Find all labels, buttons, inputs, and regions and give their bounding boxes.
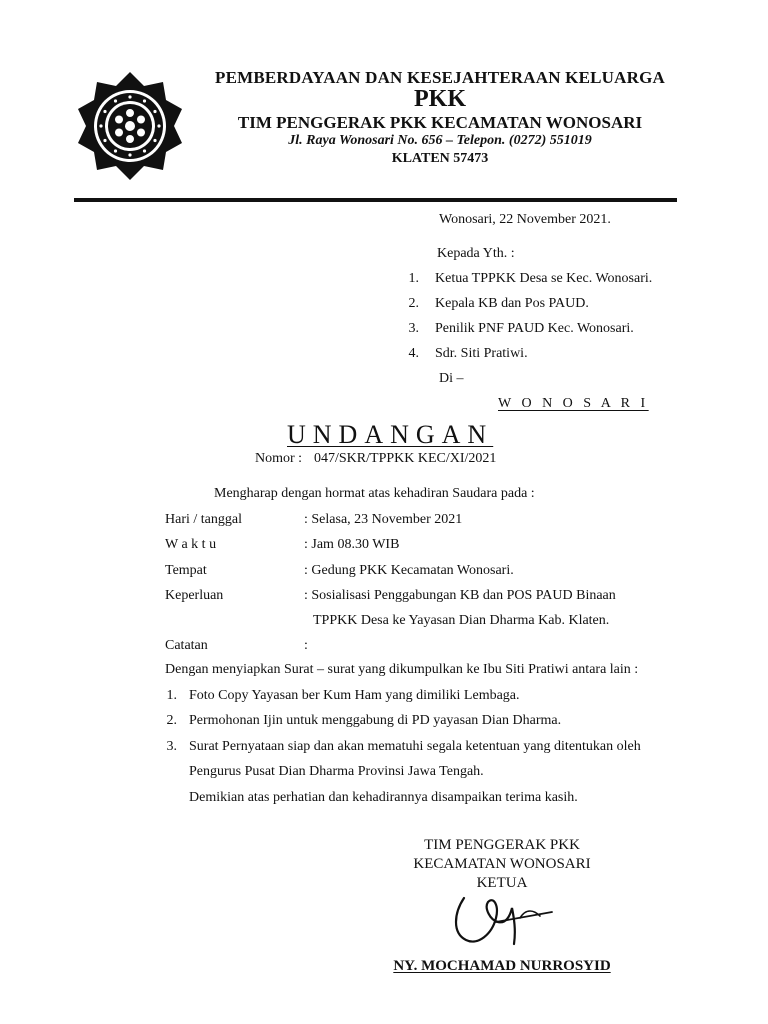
requirement-number: 1.: [166, 688, 177, 703]
invitation-intro: Mengharap dengan hormat atas kehadiran Saudara pada :: [214, 486, 535, 501]
note-intro: Dengan menyiapkan Surat – surat yang dikumpulkan ke Ibu Siti Pratiwi antara lain :: [165, 662, 639, 677]
letter-date: Wonosari, 22 November 2021.: [439, 212, 611, 227]
recipient-di: Di –: [439, 371, 464, 386]
recipient-item: Kepala KB dan Pos PAUD.: [435, 296, 589, 311]
pkk-emblem-logo: [74, 70, 186, 182]
signature-org-line2: KECAMATAN WONOSARI: [413, 856, 591, 872]
detail-label-time: W a k t u: [165, 537, 217, 552]
signature-title: KETUA: [476, 875, 528, 891]
recipient-item: Ketua TPPKK Desa se Kec. Wonosari.: [435, 271, 653, 286]
requirement-number: 2.: [166, 713, 177, 728]
recipient-greeting: Kepada Yth. :: [437, 246, 515, 261]
detail-label-place: Tempat: [165, 563, 207, 578]
org-city: KLATEN 57473: [391, 151, 489, 166]
org-name-line3: TIM PENGGERAK PKK KECAMATAN WONOSARI: [237, 113, 643, 132]
recipient-item: Penilik PNF PAUD Kec. Wonosari.: [435, 321, 634, 336]
requirement-number: 3.: [166, 739, 177, 754]
requirement-item-cont: Pengurus Pusat Dian Dharma Provinsi Jawa Tengah.: [189, 764, 484, 779]
detail-value-note: :: [304, 638, 308, 653]
recipient-item: Sdr. Siti Pratiwi.: [435, 346, 528, 361]
recipient-destination: W O N O S A R I: [498, 396, 649, 411]
detail-value-purpose-cont: TPPKK Desa ke Yayasan Dian Dharma Kab. Klaten.: [313, 613, 610, 628]
requirement-item: Permohonan Ijin untuk menggabung di PD yayasan Dian Dharma.: [189, 713, 562, 728]
letterhead-divider: [74, 198, 677, 202]
detail-label-date: Hari / tanggal: [165, 512, 242, 527]
org-name-pkk: PKK: [414, 86, 466, 112]
detail-value-date: : Selasa, 23 November 2021: [304, 512, 463, 527]
detail-label-note: Catatan: [165, 638, 208, 653]
requirement-item: Foto Copy Yayasan ber Kum Ham yang dimiliki Lembaga.: [189, 688, 520, 703]
detail-value-place: : Gedung PKK Kecamatan Wonosari.: [304, 563, 514, 578]
org-name-line1: PEMBERDAYAAN DAN KESEJAHTERAAN KELUARGA: [214, 68, 666, 87]
detail-value-time: : Jam 08.30 WIB: [304, 537, 400, 552]
org-address: Jl. Raya Wonosari No. 656 – Telepon. (0272) 551019: [288, 133, 592, 148]
recipient-number: 2.: [408, 296, 419, 311]
detail-label-purpose: Keperluan: [165, 588, 224, 603]
closing-statement: Demikian atas perhatian dan kehadirannya disampaikan terima kasih.: [189, 790, 578, 805]
requirement-item: Surat Pernyataan siap dan akan mematuhi segala ketentuan yang ditentukan oleh: [189, 739, 641, 754]
recipient-number: 1.: [408, 271, 419, 286]
letter-number-label: Nomor :: [255, 451, 303, 466]
handwritten-signature: [444, 878, 564, 953]
recipient-number: 3.: [408, 321, 419, 336]
letter-number-value: 047/SKR/TPPKK KEC/XI/2021: [314, 451, 497, 466]
signature-org-line1: TIM PENGGERAK PKK: [424, 837, 580, 853]
letter-title: UNDANGAN: [287, 420, 494, 449]
recipient-number: 4.: [408, 346, 419, 361]
detail-value-purpose: : Sosialisasi Penggabungan KB dan POS PAUD Binaan: [304, 588, 616, 603]
signatory-name: NY. MOCHAMAD NURROSYID: [393, 958, 611, 974]
